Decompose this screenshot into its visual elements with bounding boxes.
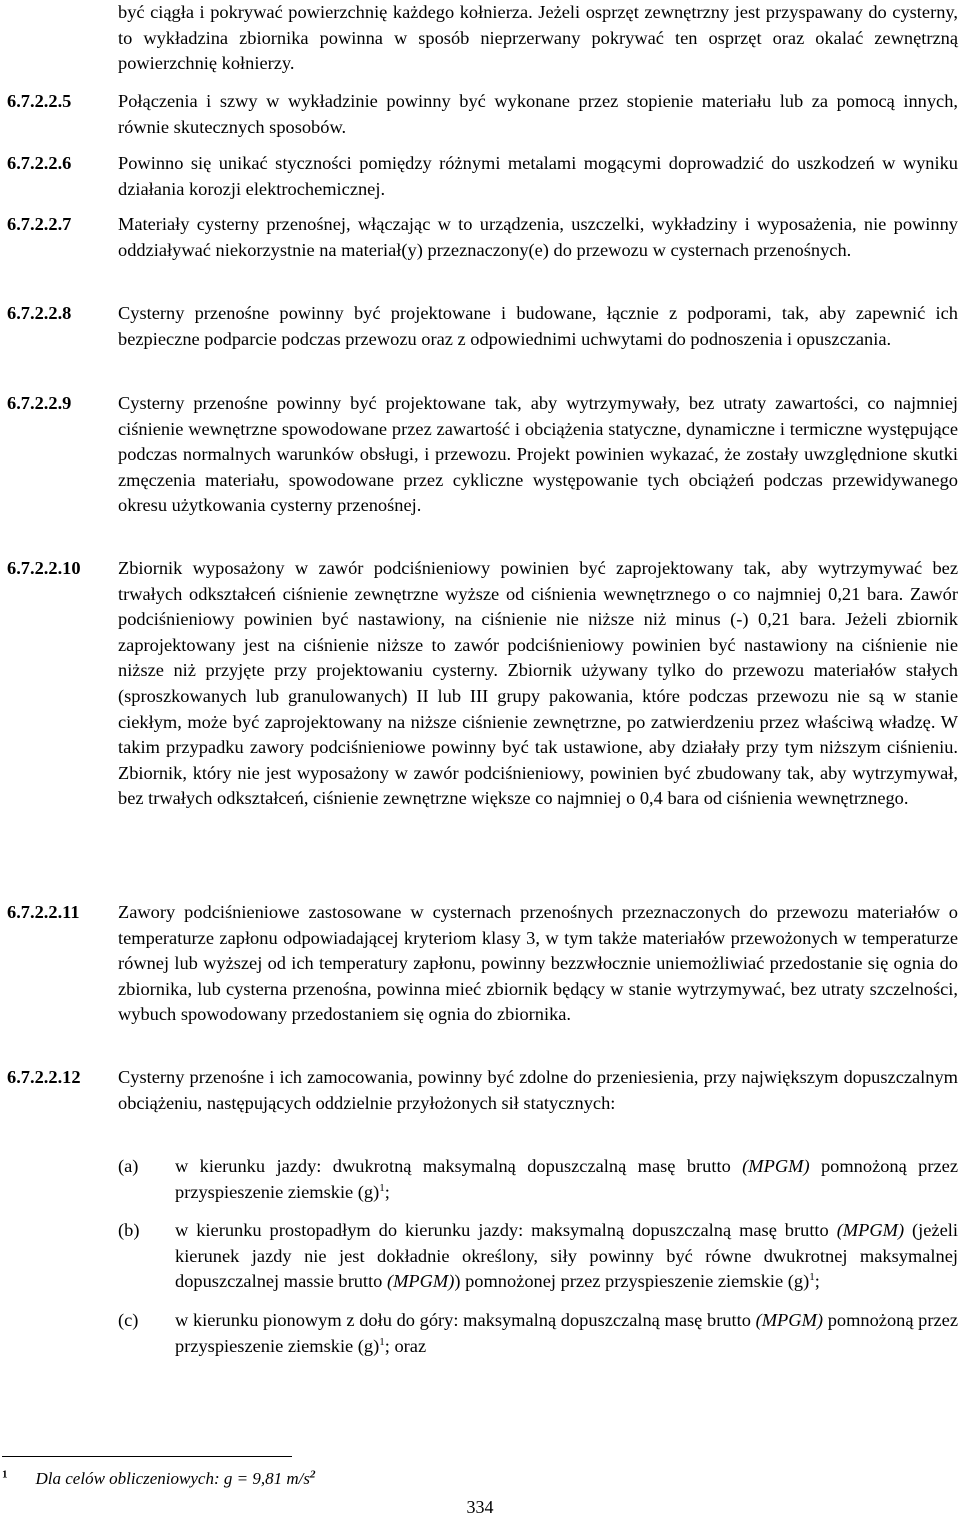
mpgm-abbreviation: (MPGM) — [386, 1271, 455, 1292]
paragraph-number: 6.7.2.2.11 — [7, 902, 80, 922]
footnote-reference: 1 — [809, 1271, 815, 1284]
footnote-reference: 1 — [379, 1335, 385, 1348]
paragraph-number: 6.7.2.2.12 — [7, 1067, 81, 1087]
paragraph-text: Zbiornik wyposażony w zawór podciśnieniowy powinien być zaprojektowany tak, aby wytrzymywać bez trwałych odkształceń ciśnienie zewnętrzne wyższe od ciśnienia wewnętrznego o co najmniej 0,21 bara. Zawór podciśnieniowy powinien być nastawiony, na ciśnienie nie niższe niż minus (-) 0,21 bara. Jeżeli zbiornik zaprojektowany jest na ciśnienie niższe to zawór podciśnieniowy powinien być nastawiony na ciśnienie nie niższe niż przyjęte przy projektowaniu cysterny. Zbiornik używany tylko do przewozu materiałów stałych (sproszkowanych lub granulowanych) II lub III grupy pakowania, które podczas przewozu nie są w stanie ciekłym, może być zaprojektowany na niższe ciśnienie zewnętrzne, po zatwierdzeniu przez właściwą władzę. W takim przypadku zawory podciśnieniowe powinny być tak ustawione, aby działały przy tym niższym ciśnieniu. Zbiornik, który nie jest wyposażony w zawór podciśnieniowy, powinien być zbudowany tak, aby wytrzymywał, bez trwałych odkształceń, ciśnienie zewnętrzne większe co najmniej o 0,4 bara od ciśnienia wewnętrznego. — [118, 558, 958, 809]
footnote — [2, 1468, 602, 1490]
footnote-text: Dla celów obliczeniowych: g = 9,81 $m/s^2$ — [35, 1468, 316, 1488]
paragraph-6-7-2-2-8 — [7, 301, 958, 352]
footnote-marker: 1 — [2, 1468, 8, 1481]
mpgm-abbreviation: (MPGM) — [755, 1309, 824, 1330]
paragraph-number: 6.7.2.2.9 — [7, 393, 72, 413]
paragraph-6-7-2-2-10 — [7, 556, 958, 812]
list-item-label: (b) — [118, 1220, 140, 1241]
list-item-text: w kierunku prostopadłym do kierunku jazdy: maksymalną dopuszczalną masę brutto (MPGM) (jeżeli kierunek jazdy nie jest dokładnie określony, siły powinny być równe dwukrotnej maksymalnej dopuszczalnej massie brutto (MPGM)) pomnożonej przez przyspieszenie ziemskie $(g)^1$; — [175, 1220, 958, 1292]
page-number: 334 — [466, 1497, 494, 1517]
paragraph-text: Cysterny przenośne powinny być projektowane tak, aby wytrzymywały, bez utraty zawartości, co najmniej ciśnienie wewnętrzne spowodowane przez zawartość i obciążenia statyczne, dynamiczne i termiczne występujące podczas normalnych warunków obsługi, i przewozu. Projekt powinien wykazać, że zostały uwzględnione skutki zmęczenia materiału, spowodowane przez cykliczne występowanie tych obciążeń podczas przewidywanego okresu użytkowania cysterny przenośnej. — [118, 393, 958, 516]
footnote-exponent: 2 — [309, 1468, 316, 1481]
footnote-reference: 1 — [379, 1181, 385, 1194]
paragraph-text: Materiały cysterny przenośnej, włączając w to urządzenia, uszczelki, wykładziny i wyposażenia, nie powinny oddziaływać niekorzystnie na materiał(y) przeznaczony(e) do przewozu w cysternach przenośnych. — [118, 214, 958, 260]
list-item-a — [118, 1154, 958, 1205]
list-item-text: w kierunku jazdy: dwukrotną maksymalną dopuszczalną masę brutto (MPGM) pomnożoną przez przyspieszenie ziemskie $(g)^1$; — [175, 1156, 958, 1202]
paragraph-text: Połączenia i szwy w wykładzinie powinny być wykonane przez stopienie materiału lub za pomocą innych, równie skutecznych sposobów. — [118, 91, 958, 137]
paragraph-6-7-2-2-11 — [7, 900, 958, 1028]
paragraph-text: Cysterny przenośne i ich zamocowania, powinny być zdolne do przeniesienia, przy największym dopuszczalnym obciążeniu, następujących oddzielnie przyłożonych sił statycznych: — [118, 1067, 958, 1113]
paragraph-6-7-2-2-5 — [7, 89, 958, 140]
paragraph-number: 6.7.2.2.10 — [7, 558, 81, 578]
force-list — [118, 1154, 958, 1372]
paragraph-6-7-2-2-7 — [7, 212, 958, 263]
paragraph-6-7-2-2-12 — [7, 1065, 958, 1116]
list-item-c — [118, 1308, 958, 1359]
footnote-separator — [2, 1456, 292, 1457]
list-item-b — [118, 1218, 958, 1295]
paragraph-text: Powinno się unikać styczności pomiędzy różnymi metalami mogącymi doprowadzić do uszkodzeń w wyniku działania korozji elektrochemicznej. — [118, 153, 958, 199]
mpgm-abbreviation: (MPGM) — [742, 1156, 810, 1176]
paragraph-number: 6.7.2.2.8 — [7, 303, 72, 323]
intro-paragraph: być ciągła i pokrywać powierzchnię każdego kołnierza. Jeżeli osprzęt zewnętrzny jest przyspawany do cysterny, to wykładzina zbiornika powinna w sposób nieprzerwany pokrywać ten osprzęt oraz okalać zewnętrzną powierzchnię kołnierzy. — [118, 2, 958, 74]
paragraph-text: Cysterny przenośne powinny być projektowane i budowane, łącznie z podporami, tak, aby zapewnić ich bezpieczne podparcie podczas przewozu oraz z odpowiednimi uchwytami do podnoszenia i opuszczania. — [118, 303, 958, 349]
paragraph-number: 6.7.2.2.7 — [7, 214, 72, 234]
mpgm-abbreviation: (MPGM) — [836, 1220, 905, 1241]
list-item-label: (a) — [118, 1156, 139, 1176]
list-item-text: w kierunku pionowym z dołu do góry: maksymalną dopuszczalną masę brutto (MPGM) pomnożoną przez przyspieszenie ziemskie $(g)^1$; oraz — [175, 1309, 958, 1356]
paragraph-6-7-2-2-9 — [7, 391, 958, 519]
paragraph-number: 6.7.2.2.5 — [7, 91, 72, 111]
paragraph-6-7-2-2-6 — [7, 151, 958, 202]
list-item-label: (c) — [118, 1309, 139, 1330]
paragraph-number: 6.7.2.2.6 — [7, 153, 72, 173]
paragraph-text: Zawory podciśnieniowe zastosowane w cysternach przenośnych przeznaczonych do przewozu materiałów o temperaturze zapłonu odpowiadającej kryteriom klasy 3, w tym także materiałów przewożonych w temperaturze równej lub wyższej od ich temperatury zapłonu, powinny bezzwłocznie uniemożliwiać przedostanie się ognia do zbiornika, lub cysterna przenośna, powinna mieć zbiornik będący w stanie wytrzymywać, bez utraty szczelności, wybuch spowodowany przedostaniem się ognia do zbiornika. — [118, 902, 958, 1025]
